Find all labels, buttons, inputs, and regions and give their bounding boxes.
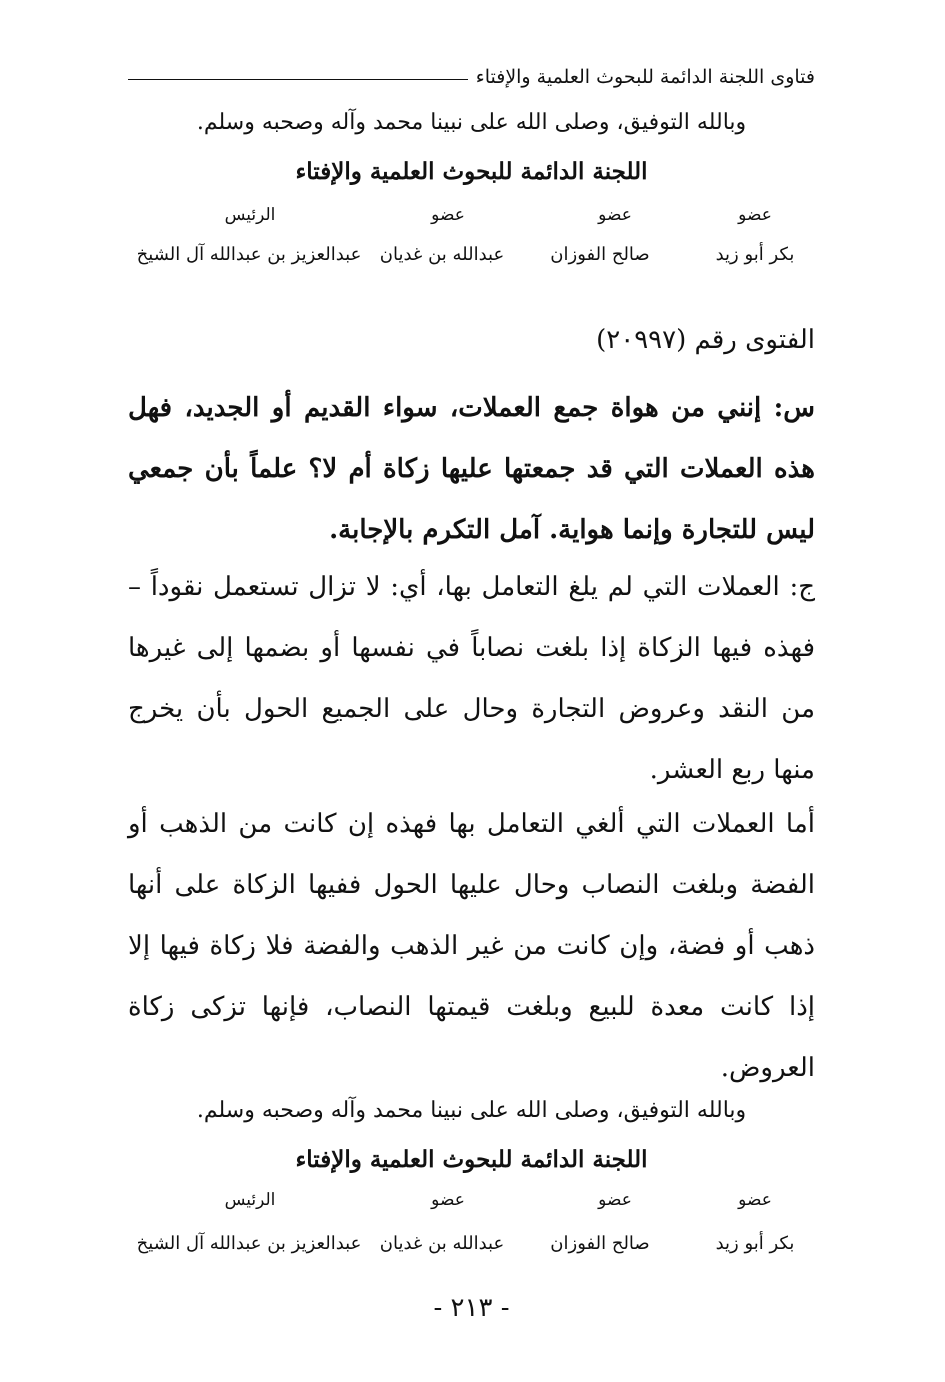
- signatory-role: عضو: [738, 205, 772, 225]
- signatory-role: عضو: [431, 205, 465, 225]
- signatory-roles: [128, 205, 815, 235]
- committee-name: اللجنة الدائمة للبحوث العلمية والإفتاء: [295, 158, 648, 185]
- signatory-role: عضو: [598, 1190, 632, 1210]
- signatory-names: [128, 1233, 815, 1263]
- signatory-name: عبدالله بن غديان: [379, 244, 505, 265]
- closing-line: وبالله التوفيق، وصلى الله على نبينا محمد وآله وصحبه وسلم.: [196, 110, 747, 135]
- signatory-name: عبدالله بن غديان: [379, 1233, 505, 1254]
- header-rule: [128, 79, 468, 80]
- running-header-title: فتاوى اللجنة الدائمة للبحوث العلمية والإفتاء: [475, 66, 815, 88]
- signatory-names: [128, 244, 815, 274]
- running-header: [128, 62, 815, 92]
- document-page: [128, 0, 815, 1382]
- signatory-role: الرئيس: [224, 1190, 276, 1210]
- signatory-role: عضو: [738, 1190, 772, 1210]
- page-number: - ٢١٣ -: [433, 1293, 510, 1323]
- signatory-role: الرئيس: [224, 205, 276, 225]
- answer-paragraph: ج: العملات التي لم يلغ التعامل بها، أي: لا تزال تستعمل نقوداً – فهذه فيها الزكاة إذا بلغت نصاباً في نفسها أو بضمها إلى غيرها من النقد وعروض التجارة وحال على الجميع الحول بأن يخرج منها ربع العشر.: [128, 572, 815, 785]
- question-text: س: إنني من هواة جمع العملات، سواء القديم أو الجديد، فهل هذه العملات التي قد جمعتها عليها زكاة أم لا؟ علماً بأن جمعي ليس للتجارة وإنما هواية. آمل التكرم بالإجابة.: [128, 393, 815, 545]
- signatory-role: عضو: [598, 205, 632, 225]
- signatory-name: بكر أبو زيد: [715, 1233, 795, 1254]
- fatwa-number: الفتوى رقم (٢٠٩٩٧): [596, 325, 815, 355]
- signatory-name: بكر أبو زيد: [715, 244, 795, 265]
- signatory-roles: [128, 1190, 815, 1220]
- signatory-name: صالح الفوزان: [550, 1233, 650, 1254]
- closing-line: وبالله التوفيق، وصلى الله على نبينا محمد وآله وصحبه وسلم.: [196, 1098, 747, 1123]
- signatory-name: عبدالعزيز بن عبدالله آل الشيخ: [136, 1233, 362, 1254]
- signatory-name: صالح الفوزان: [550, 244, 650, 265]
- signatory-role: عضو: [431, 1190, 465, 1210]
- committee-name: اللجنة الدائمة للبحوث العلمية والإفتاء: [295, 1146, 648, 1173]
- signatory-name: عبدالعزيز بن عبدالله آل الشيخ: [136, 244, 362, 265]
- answer-paragraph: أما العملات التي ألغي التعامل بها فهذه إن كانت من الذهب أو الفضة وبلغت النصاب وحال عليها الحول ففيها الزكاة على أنها ذهب أو فضة، وإن كانت من غير الذهب والفضة فلا زكاة فيها إلا إذا كانت معدة للبيع وبلغت قيمتها النصاب، فإنها تزكى زكاة العروض.: [128, 809, 815, 1083]
